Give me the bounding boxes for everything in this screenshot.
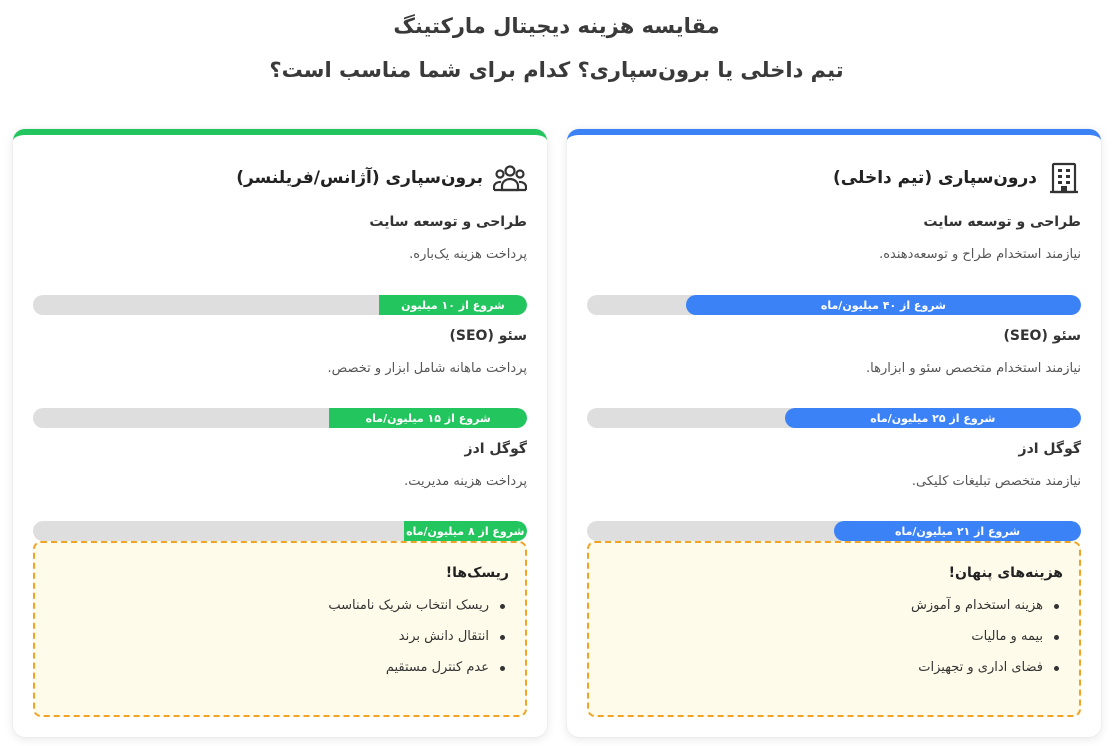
outsource-item-web [33, 211, 527, 265]
outsource-item-ads [33, 438, 527, 492]
list-item: هزینه استخدام و آموزش [605, 595, 1063, 626]
risks-title: ریسک‌ها! [445, 565, 509, 581]
item-desc: نیازمند استخدام طراح و توسعه‌دهنده. [879, 247, 1081, 262]
item-desc: نیازمند استخدام متخصص سئو و ابزارها. [866, 361, 1081, 376]
cost-bar [33, 295, 527, 315]
item-desc: پرداخت هزینه مدیریت. [404, 474, 527, 489]
hidden-costs-title: هزینه‌های پنهان! [948, 565, 1063, 581]
cost-bar [33, 521, 527, 541]
outsource-card-header [236, 161, 527, 195]
list-item: بیمه و مالیات [605, 626, 1063, 657]
item-title: گوگل ادز [464, 441, 527, 457]
inhouse-card-header [833, 161, 1081, 195]
page-subtitle: تیم داخلی یا برون‌سپاری؟ کدام برای شما مناسب است؟ [269, 58, 844, 82]
item-title: سئو (SEO) [449, 328, 527, 344]
item-title: طراحی و توسعه سایت [923, 214, 1081, 230]
list-item: عدم کنترل مستقیم [51, 657, 509, 688]
risks-box [33, 541, 527, 717]
page-title: مقایسه هزینه دیجیتال مارکتینگ [393, 14, 720, 38]
cost-bar [587, 408, 1081, 428]
inhouse-card-title: درون‌سپاری (تیم داخلی) [833, 168, 1037, 188]
building-icon [1047, 161, 1081, 195]
cost-bar-fill: شروع از ۱۰ میلیون [379, 295, 527, 315]
outsource-card [13, 129, 547, 737]
inhouse-item-ads [587, 438, 1081, 492]
list-item: انتقال دانش برند [51, 626, 509, 657]
hidden-costs-box [587, 541, 1081, 717]
outsource-card-title: برون‌سپاری (آژانس/فریلنسر) [236, 168, 483, 188]
list-item: ریسک انتخاب شریک نامناسب [51, 595, 509, 626]
cost-bar-fill: شروع از ۲۱ میلیون/ماه [834, 521, 1081, 541]
cost-bar-fill: شروع از ۱۵ میلیون/ماه [329, 408, 527, 428]
risks-list [51, 595, 509, 688]
list-item: فضای اداری و تجهیزات [605, 657, 1063, 688]
cost-bar [33, 408, 527, 428]
item-desc: پرداخت هزینه یک‌باره. [409, 247, 527, 262]
cost-bar-fill: شروع از ۴۰ میلیون/ماه [686, 295, 1081, 315]
item-desc: نیازمند متخصص تبلیغات کلیکی. [911, 474, 1081, 489]
item-title: سئو (SEO) [1003, 328, 1081, 344]
item-desc: پرداخت ماهانه شامل ابزار و تخصص. [327, 361, 527, 376]
hidden-costs-list [605, 595, 1063, 688]
inhouse-item-seo [587, 325, 1081, 379]
team-icon [493, 161, 527, 195]
outsource-item-seo [33, 325, 527, 379]
cost-bar [587, 295, 1081, 315]
inhouse-card [567, 129, 1101, 737]
cost-bar-fill: شروع از ۲۵ میلیون/ماه [785, 408, 1081, 428]
inhouse-item-web [587, 211, 1081, 265]
item-title: گوگل ادز [1018, 441, 1081, 457]
item-title: طراحی و توسعه سایت [369, 214, 527, 230]
cost-bar-fill: شروع از ۸ میلیون/ماه [404, 521, 528, 541]
cost-bar [587, 521, 1081, 541]
